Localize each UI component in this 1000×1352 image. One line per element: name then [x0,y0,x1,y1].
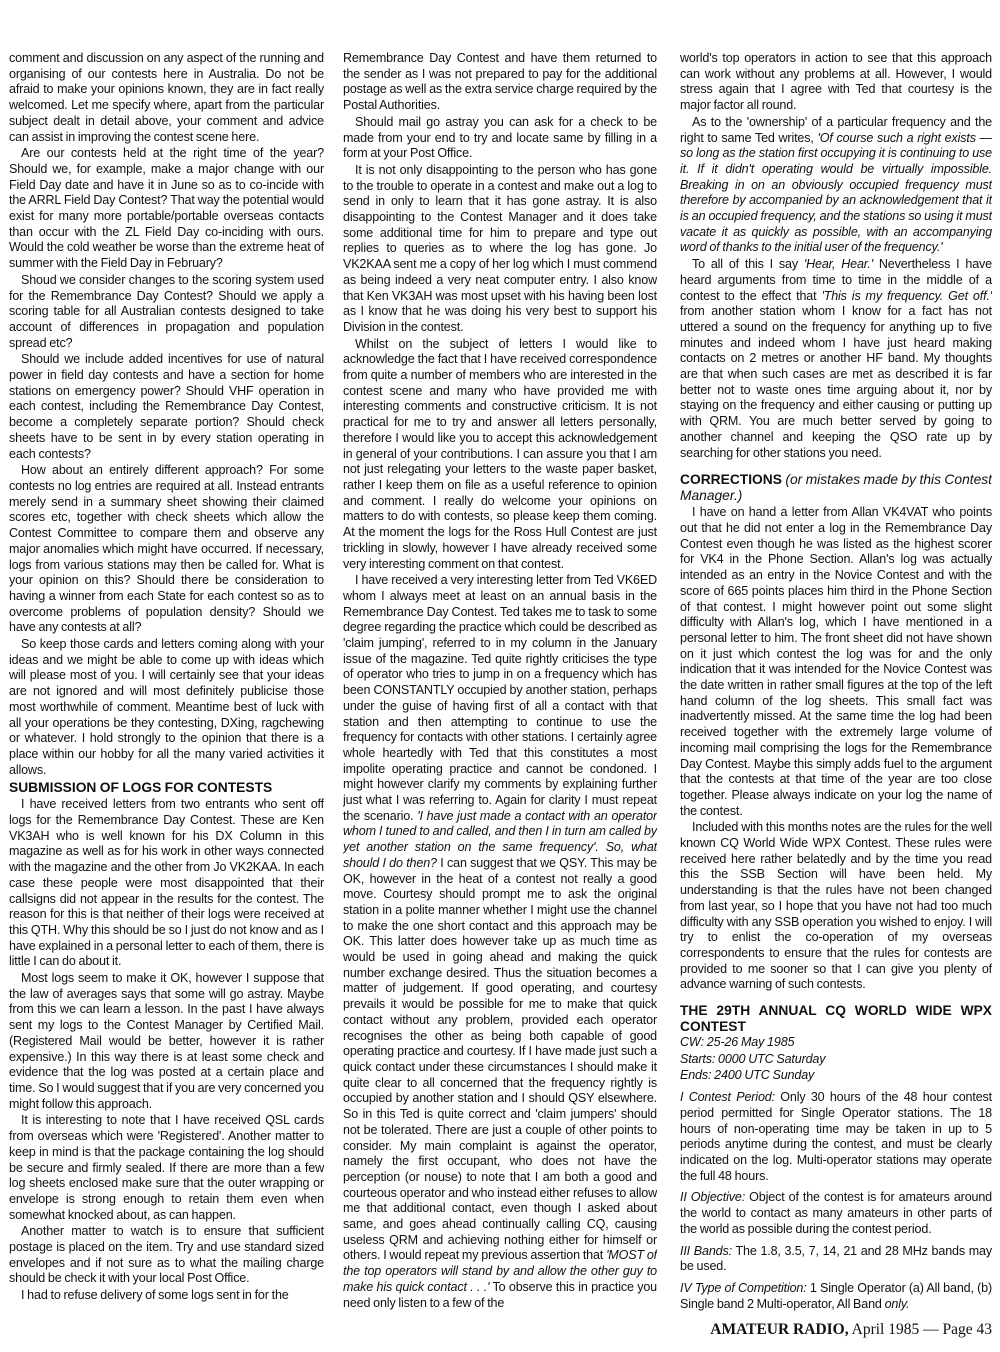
rule-label: I Contest Period: [680,1090,775,1105]
rule-label: III Bands: [680,1243,732,1258]
rule-text: 1 Single Operator (a) All band, (b) Single band 2 Multi-operator, All Band [680,1280,992,1311]
column-right [680,51,992,1313]
quote: 'This is my frequency. Get off.' [821,288,992,303]
paragraph: Should we include added incentives for use of natural power in field day contests and have a section for home stations on emergency power? Should VHF operation in each contest, including the Remembrance Day Contest, become a completely separate portion? Should check sheets have to be sent in by every station operating in each contests? [9,352,324,461]
rule-text: Object of the contest is for amateurs around the world to contact as many amateurs in other parts of the world as possible during the contest period. [680,1190,992,1236]
quote: 'Of course such a right exists — so long as the station first occupying it is continuing to use it. If it didn't operating would be virtually impossible. Breaking in on an obviously occupied frequency must therefore by accompanied by an acknowledgement that it is an occupied frequency, and the stations so using it must vacate it as quickly as possible, with an accompanying word of thanks to the initial user of the frequency.' [680,130,992,255]
rule-objective [680,1190,992,1237]
quote: 'MOST of the top operators will stand by and allow the other guy to make his quick contact . . .' [343,1248,657,1294]
text: Nevertheless I have heard arguments from time to time in the middle of a contest to the effect that [680,257,992,303]
column-middle [343,51,657,1313]
wpx-start-time: Starts: 0000 UTC Saturday [680,1051,826,1066]
text: As to the 'ownership' of a particular frequency and the right to same Ted writes, [680,114,992,145]
paragraph [343,573,657,1311]
paragraph: How about an entirely different approach? For some contests no log entries are required at all. Instead entrants merely send in a summary sheet showing their claimed scores etc, together with check sheets which allow the Contest Committee to compare them and observe any major anomalies which might have occurred. If necessary, logs from various stations may then be called for. What is your opinion on this? Should there be consideration to having a winner from each State for each contest so as to overcome problems of population density? Should we have any contests at all? [9,463,324,635]
rule-text: Only 30 hours of the 48 hour contest period permitted for Single Operator stations. The 18 hours of non-operating time may be taken in up to 5 periods anytime during the contest, and must be clearly indicated on the log. Multi-operator stations may operate the full 48 hours. [680,1090,992,1183]
rule-emphasis: only. [884,1296,910,1311]
paragraph: Are our contests held at the right time of the year? Should we, for example, make a major change with our Field Day date and have it in June so as to co-incide with the ARRL Field Day Contest? That way the potential would exist for many more portable/portable overseas contacts than occur with the ZL Field Day co-inciding with ours. Would the cold weather be worse than the extreme heat of summer with the Field Day in February? [9,146,324,271]
text: I have received a very interesting letter from Ted VK6ED whom I always meet at least on an annual basis in the Remembrance Day Contest. Ted takes me to task to some degree regarding the practice which could be described as 'claim jumping', referred to in my column in the January issue of the magazine. Ted quite rightly criticises the type of operator who tries to jump in on a frequency which has been CONSTANTLY occupied by another station, perhaps under the guise of having first of all a contact with that station and then attempting to continue to use the frequency for contacts with other stations. I certainly agree whole heartedly with Ted that this constitutes a most impolite operating practice and cannot be condoned. I might however clarify my comments by explaining further just what I was referring to. Again for clarity I must repeat the scenario. [343,573,657,823]
paragraph: Another matter to watch is to ensure that sufficient postage is placed on the item. Try and use standard sized envelopes and if not sure as to what the mailing charge should be check it with your local Post Office. [9,1224,324,1286]
paragraph: Remembrance Day Contest and have them returned to the sender as I was not prepared to pay for the additional postage as well as the extra service charge required by the Postal Authorities. [343,51,657,113]
rule-bands [680,1244,992,1275]
wpx-contest-title: THE 29TH ANNUAL CQ WORLD WIDE WPX CONTEST [680,1003,992,1035]
paragraph [680,115,992,256]
corrections-title: CORRECTIONS [680,472,782,488]
paragraph: It is interesting to note that I have received QSL cards from overseas which were 'Registered'. Another matter to keep in mind is that the package containing the log should be secure and firmly sealed. If there are more than a few log sheets enclosed make sure that the outer wrapping or envelope is strong enough to retain them even when somewhat knocked about, as can happen. [9,1113,324,1222]
quote: 'Hear, Hear.' [803,257,873,272]
text: from another station whom I know for a fact has not uttered a sound on the frequency for anything up to five minutes and indeed whom I have just heard making contacts on 2 metres or another HF band. My thoughts are that when such cases are met as described it is far better not to waste ones time arguing about it, nor by staying on the frequency and either causing or putting up with QRM. You are much better served by going to another channel and keeping the QSO rate up by searching for other stations you need. [680,304,992,460]
paragraph: comment and discussion on any aspect of the running and organising of our contests here in Australia. Do not be afraid to make your opinions known, they are in fact really welcomed. Let me specify where, apart from the particular subject dealt in detail above, your comment and advice can assist in improving the contest scene here. [9,51,324,144]
wpx-cw-date: CW: 25-26 May 1985 [680,1035,795,1050]
text: To all of this I say [692,257,798,272]
paragraph: I have on hand a letter from Allan VK4VAT who points out that he did not enter a log in the Remembrance Day Contest even though he was listed as the highest scorer for VK4 in the Phone Section. Allan's log was actually intended as an entry in the Novice Contest and with the score of 665 points places him third in the Phone Section of that contest. I might however point out some slight difficulty with Allan's log, which I have mentioned in a personal letter to him. The front sheet did not have shown on it just which contest the log was for and the only indication that it was intended for the Novice Contest was the date written in rather small figures at the top of the left hand column of the log sheets. This small fact was inadvertently missed. At the same time the log had been received together with the extremely large volume of incoming mail comprising the logs for the Remembrance Day Contest. Maybe this simply adds fuel to the argument that the contests at that time of the year are too close together. Please always indicate on your log the name of the contest. [680,505,992,818]
paragraph: Most logs seem to make it OK, however I suppose that the law of averages says that some will go astray. Maybe from this we can learn a lesson. In the past I have always sent my logs to the Contest Manager by Certified Mail. (Registered Mail would be better, however it is rather expensive.) In this way there is at least some check and evidence that the log was posted at a certain place and time. So I would suggest that if you are very concerned you might follow this approach. [9,971,324,1111]
paragraph: I have received letters from two entrants who sent off logs for the Remembrance Day Contest. These are Ken VK3AH who is well known for his DX Column in this magazine as well as for his work in other ways connected with the magazine and the other from Jo VK2KAA. In each case these people were most disappointed that their callsigns did not appear in the results for the contest. The reason for this is that neither of their logs were received at this QTH. Why this should be so I just do not know and as I have explained in a personal letter to each of them, there is little I can do about it. [9,797,324,969]
section-heading-corrections [680,472,992,504]
paragraph: Included with this months notes are the rules for the well known CQ World Wide WPX Contest. These rules were received here rather belatedly and by the time you read this the SSB Section will have been held. My understanding is that the rules have not been changed from last year, so I hope that you have not had too much difficulty with any SSB operation you wished to enjoy. I will try to enlist the co-operation of my overseas correspondents to ensure that the rules for contests are provided to me sooner so that I can give you plenty of advance warning of such contests. [680,820,992,992]
paragraph: So keep those cards and letters coming along with your ideas and we might be able to come up with ideas which will please most of you. I will certainly see that your ideas are not ignored and will most definitely publicise those most worthwhile of comment. Meantime best of luck with all your operations be they contesting, DXing, ragchewing or whatever. I hold strongly to the opinion that there is a place within our hobby for all the many varied activities it allows. [9,637,324,777]
spacer [680,462,992,470]
page-footer [598,1320,992,1340]
rule-type-of-competition [680,1281,992,1312]
issue-and-page: April 1985 — Page 43 [851,1321,992,1338]
paragraph: It is not only disappointing to the person who has gone to the trouble to operate in a contest and make out a log to send in only to learn that it has gone astray. It is also disappointing to the Contest Manager and it does take some additional time for him to prepare and type out replies to queries as to where the log has gone. Jo VK2KAA sent me a copy of her log which I must commend as being indeed a very neat computer entry. I also know that Ken VK3AH was most upset with his having been lost as I know that he was doing his very best to support his Division in the contest. [343,162,657,334]
rule-label: II Objective: [680,1190,746,1205]
wpx-contest-header [680,1003,992,1084]
rule-label: IV Type of Competition: [680,1280,807,1295]
paragraph: world's top operators in action to see that this approach can work without any problems at all. However, I would stress again that I agree with Ted that courtesy is the major factor all round. [680,51,992,113]
quote: 'I have just made a contact with an operator whom I tuned to and called, and then I in turn am called by yet another station on the same frequency'. So, what should I do then? [343,808,657,870]
column-left [9,51,324,1313]
paragraph: I had to refuse delivery of some logs sent in for the [21,1288,289,1303]
rule-text: The 1.8, 3.5, 7, 14, 21 and 28 MHz bands may be used. [680,1243,992,1274]
magazine-name: AMATEUR RADIO, [710,1321,849,1338]
paragraph [680,257,992,461]
rule-contest-period [680,1090,992,1184]
text: To observe this in practice you need only listen to a few of the [343,1279,657,1310]
paragraph: Shoud we consider changes to the scoring system used for the Remembrance Day Contest? Should we apply a scoring table for all Australian contests designed to take account of differences in propagation and population spread etc? [9,272,324,350]
text: I can suggest that we QSY. This may be OK, however in the heat of a contest not really a good move. Courtesy should prompt me to ask the original station in a polite manner whether I might use the channel to make the one short contact and this approach may be OK. This latter does however take up as much time as would be used in going ahead and making the quick number exchange desired. Thus the situation becomes a matter of judgement. If good operating, and courtesy prevails it would be possible for me to make that quick contact without any problem, provided each operator recognises the other as being both capable of good operating practice and courtesy. If I have made just such a quick contact under these circumstances I should make it quite clear to all concerned that the frequency rightly is occupied by another station and I should QSY elsewhere. So in this Ted is quite correct and 'claim jumpers' should not be tolerated. There are just a couple of other points to consider. My main complaint is against the operator, namely the first occupant, who does not have the perception (or nouse) to note that I am both a good and courteous operator and who instead either refuses to allow me that additional contact, even though I asked about same, and goes ahead continually calling CQ, causing useless QRM and achieving nothing either for himself or others. I would repeat my previous assertion that [343,855,657,1263]
paragraph: Should mail go astray you can ask for a check to be made from your end to try and locate same by filling in a form at your Post Office. [343,114,657,161]
corrections-subtitle: (or mistakes made by this Contest Manager.) [680,472,992,504]
paragraph: Whilst on the subject of letters I would like to acknowledge the fact that I have received correspondence from quite a number of members who are interested in the contest scene and many who have provided me with interesting comments and constructive criticism. It is not practical for me to try and answer all letters personally, therefore I would like you to accept this acknowledgement in general of your contributions. I can assure you that I am not just relegating your letters to the waste paper basket, rather I keep them on file as a useful reference to opinion and comment. I really do welcome your opinions on matters to do with contests, so please keep them coming. At the moment the logs for the Ross Hull Contest are just trickling in slowly, however I have already received some very interesting comment on that contest. [343,336,657,571]
section-heading-submission-of-logs: SUBMISSION OF LOGS FOR CONTESTS [9,780,273,796]
wpx-end-time: Ends: 2400 UTC Sunday [680,1068,815,1083]
